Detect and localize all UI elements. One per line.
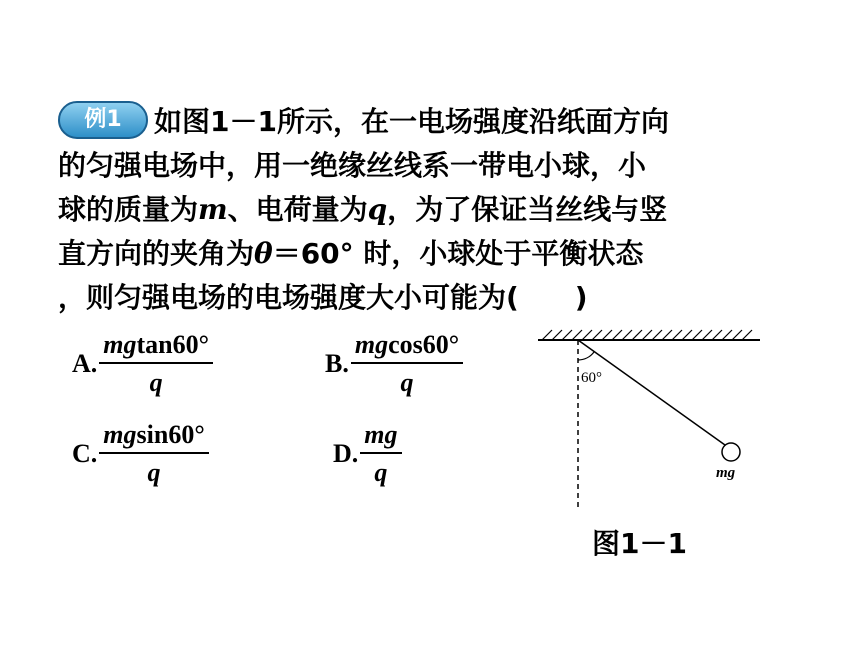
problem-line-1 [58,100,798,144]
line3-pre: 球的质量为 [58,193,199,226]
pendulum-diagram [520,320,780,520]
option-a-num-var: mg [103,330,137,359]
option-d-numerator [360,420,401,454]
var-theta: θ [254,237,273,270]
option-a-letter: A. [72,349,98,378]
option-a[interactable] [72,330,213,398]
ceiling-hatch [538,330,760,340]
option-d-denominator: q [374,458,388,487]
problem-line-5: ，则匀强电场的电场强度大小可能为( ) [58,281,588,314]
problem-line-2: 的匀强电场中，用一绝缘丝线系一带电小球，小 [58,149,647,182]
option-c-num-var: mg [103,420,137,449]
option-a-denominator: q [149,368,163,397]
option-c-num-fn: sin60° [136,420,205,449]
option-b-num-fn: cos60° [388,330,460,359]
ball-label: mg [716,465,736,481]
problem-line-1-text: 如图1－1所示，在一电场强度沿纸面方向 [154,105,669,138]
option-a-num-fn: tan60° [136,330,210,359]
option-b-letter: B. [325,349,349,378]
option-b-num-var: mg [354,330,389,359]
line3-post: ，为了保证当丝线与竖 [387,193,668,226]
option-a-numerator [99,330,213,364]
figure-caption: 图1－1 [592,527,687,560]
option-c[interactable] [72,420,209,488]
angle-arc [578,352,594,360]
problem-line-4 [58,232,798,276]
example-badge: 例1 [58,101,148,139]
option-b-denominator: q [400,368,414,397]
var-m: m [198,193,228,226]
string-line [578,340,725,445]
line4-post: ＝60° 时，小球处于平衡状态 [272,237,644,270]
angle-label: 60° [581,370,602,386]
problem-line-3 [58,188,798,232]
option-c-denominator: q [147,458,161,487]
option-c-numerator [99,420,208,454]
option-c-letter: C. [72,439,98,468]
option-d-fraction [360,420,401,488]
option-c-fraction [99,420,208,488]
option-b[interactable] [325,330,463,398]
line3-mid: 、电荷量为 [227,193,368,226]
problem-text [58,100,798,320]
option-d-letter: D. [333,439,359,468]
option-b-numerator [351,330,463,364]
option-a-fraction [99,330,213,398]
option-d-num-var: mg [364,420,398,449]
var-q: q [367,193,388,226]
line4-pre: 直方向的夹角为 [58,237,255,270]
ball [722,443,740,461]
option-d[interactable] [333,420,402,488]
option-b-fraction [351,330,463,398]
